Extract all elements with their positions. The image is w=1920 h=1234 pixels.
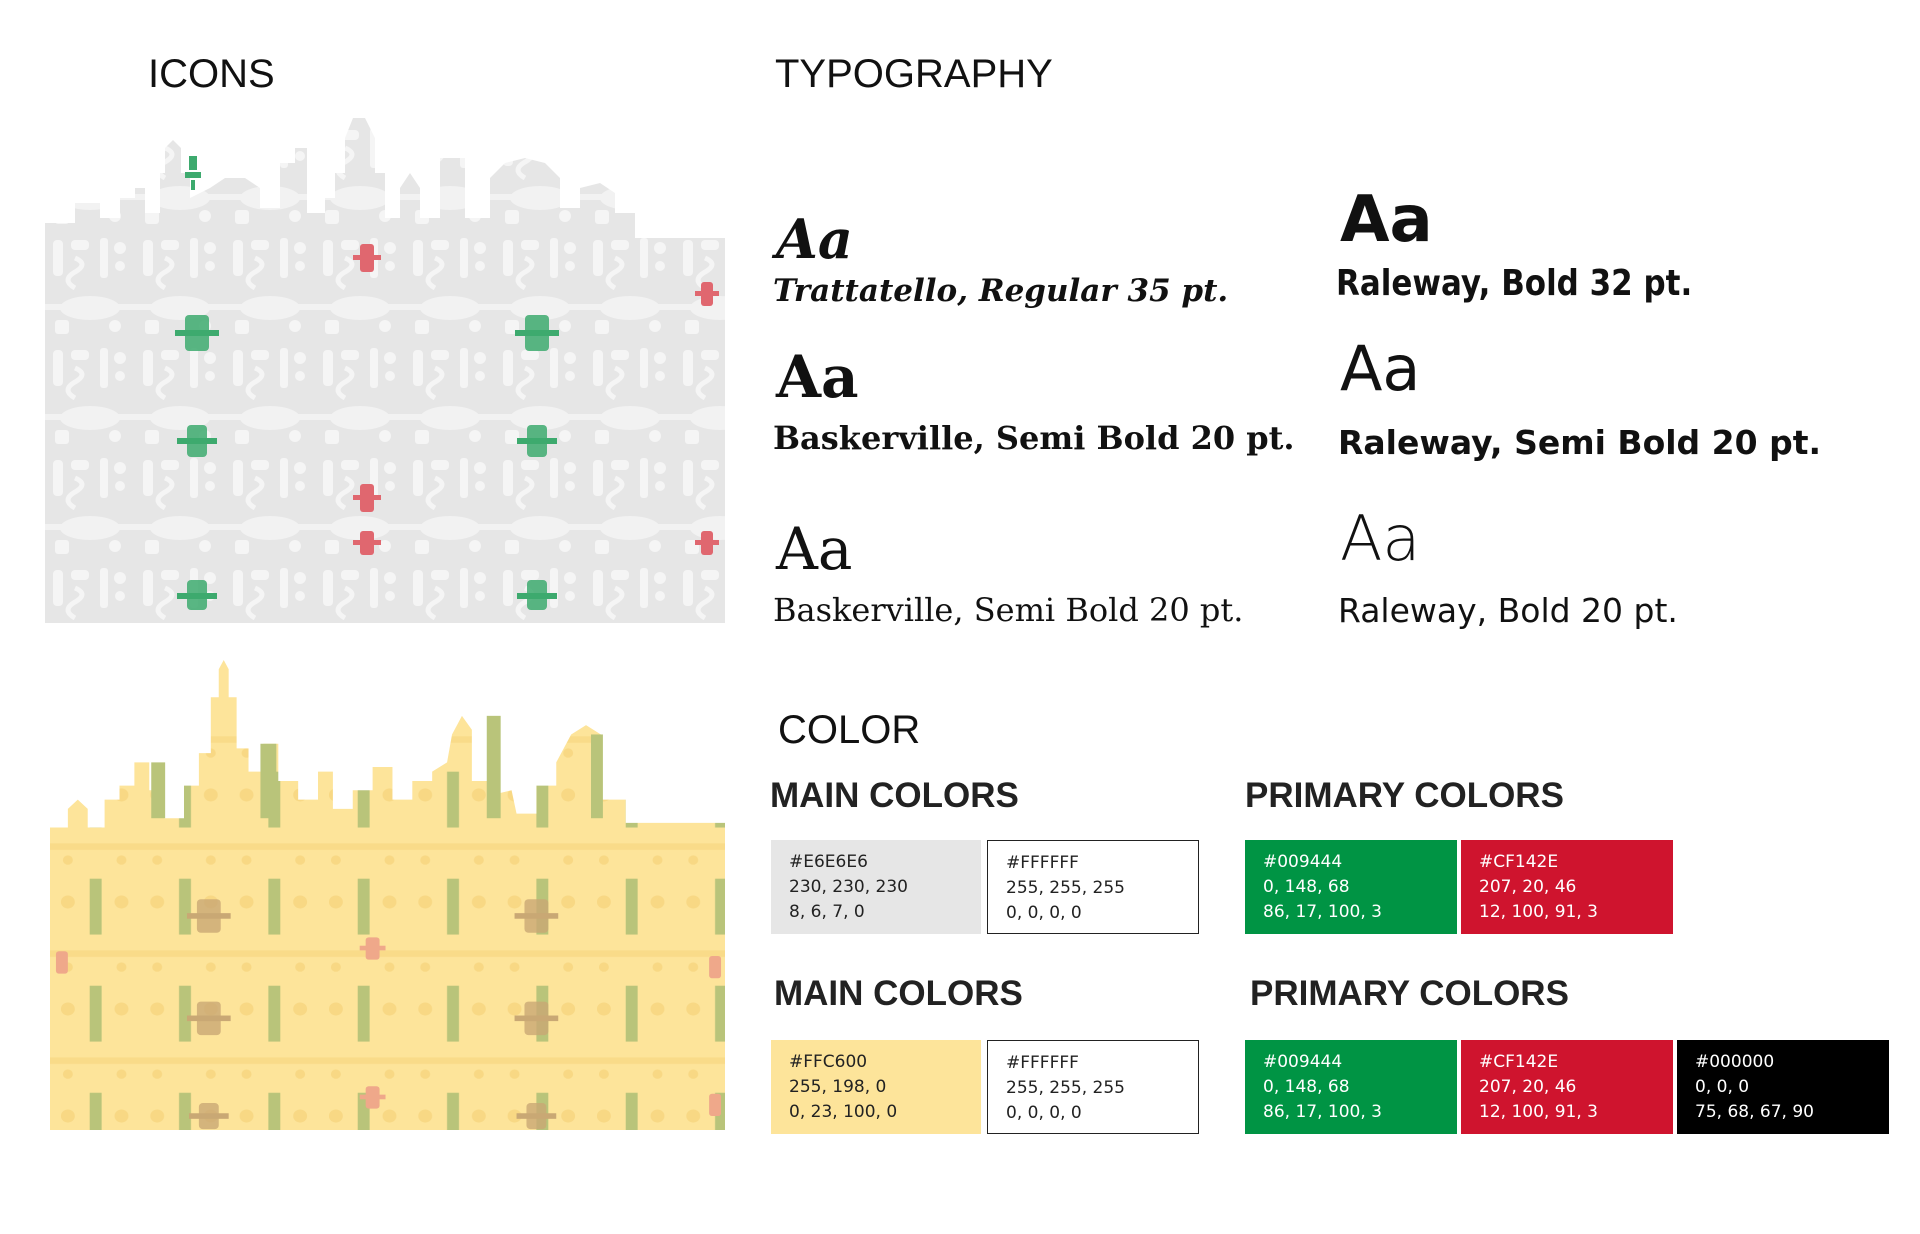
swatch-rgb: 230, 230, 230	[789, 877, 908, 897]
swatch-hex: #CF142E	[1479, 1052, 1559, 1072]
swatch-rgb: 207, 20, 46	[1479, 877, 1577, 897]
baskerville-regular-font-label: Baskerville, Semi Bold 20 pt.	[773, 591, 1244, 629]
primary-colors-title-2: PRIMARY COLORS	[1250, 974, 1569, 1013]
swatch-009444	[1245, 840, 1457, 934]
raleway-semibold-glyph-sample: Aa	[1340, 332, 1421, 405]
swatch-rgb: 207, 20, 46	[1479, 1077, 1577, 1097]
swatch-cf142e-2	[1461, 1040, 1673, 1134]
swatch-rgb: 255, 255, 255	[1006, 1078, 1125, 1098]
swatch-hex: #FFC600	[789, 1052, 868, 1072]
swatch-hex: #FFFFFF	[1006, 853, 1079, 873]
swatch-rgb: 0, 148, 68	[1263, 1077, 1350, 1097]
swatch-cmyk: 8, 6, 7, 0	[789, 902, 865, 922]
swatch-rgb: 0, 148, 68	[1263, 877, 1350, 897]
icons-heading: ICONS	[148, 52, 275, 96]
typography-heading: TYPOGRAPHY	[775, 52, 1053, 96]
swatch-cmyk: 86, 17, 100, 3	[1263, 1102, 1382, 1122]
swatch-e6e6e6	[771, 840, 981, 934]
swatch-ffc600	[771, 1040, 981, 1134]
swatch-ffffff-2	[987, 1040, 1199, 1134]
baskerville-semibold-glyph-sample: Aa	[776, 343, 859, 411]
gray-city-pattern-artwork	[45, 118, 725, 623]
trattatello-glyph-sample: Aa	[776, 207, 853, 271]
main-colors-title-2: MAIN COLORS	[774, 974, 1023, 1013]
swatch-cmyk: 12, 100, 91, 3	[1479, 1102, 1598, 1122]
raleway-bold-32-glyph-sample: Aa	[1340, 183, 1433, 257]
raleway-bold-20-glyph-sample: Aa	[1340, 502, 1421, 575]
baskerville-regular-glyph-sample: Aa	[776, 515, 853, 583]
swatch-hex: #E6E6E6	[789, 852, 868, 872]
raleway-bold-20-font-label: Raleway, Bold 20 pt.	[1338, 591, 1678, 630]
swatch-cf142e	[1461, 840, 1673, 934]
swatch-hex: #009444	[1263, 852, 1343, 872]
swatch-cmyk: 75, 68, 67, 90	[1695, 1102, 1814, 1122]
baskerville-semibold-font-label: Baskerville, Semi Bold 20 pt.	[773, 419, 1295, 457]
swatch-cmyk: 12, 100, 91, 3	[1479, 902, 1598, 922]
swatch-hex: #FFFFFF	[1006, 1053, 1079, 1073]
trattatello-font-label: Trattatello, Regular 35 pt.	[773, 273, 1229, 309]
swatch-ffffff	[987, 840, 1199, 934]
swatch-hex: #CF142E	[1479, 852, 1559, 872]
swatch-hex: #000000	[1695, 1052, 1775, 1072]
swatch-rgb: 0, 0, 0	[1695, 1077, 1750, 1097]
swatch-rgb: 255, 255, 255	[1006, 878, 1125, 898]
swatch-009444-2	[1245, 1040, 1457, 1134]
yellow-city-pattern-artwork	[50, 660, 725, 1130]
swatch-000000	[1677, 1040, 1889, 1134]
raleway-semibold-font-label: Raleway, Semi Bold 20 pt.	[1338, 423, 1822, 462]
raleway-bold-32-font-label: Raleway, Bold 32 pt.	[1336, 263, 1693, 304]
swatch-cmyk: 0, 23, 100, 0	[789, 1102, 898, 1122]
swatch-hex: #009444	[1263, 1052, 1343, 1072]
main-colors-title: MAIN COLORS	[770, 776, 1019, 815]
primary-colors-title: PRIMARY COLORS	[1245, 776, 1564, 815]
swatch-rgb: 255, 198, 0	[789, 1077, 887, 1097]
swatch-cmyk: 0, 0, 0, 0	[1006, 903, 1082, 923]
swatch-cmyk: 86, 17, 100, 3	[1263, 902, 1382, 922]
color-heading: COLOR	[778, 708, 921, 752]
swatch-cmyk: 0, 0, 0, 0	[1006, 1103, 1082, 1123]
